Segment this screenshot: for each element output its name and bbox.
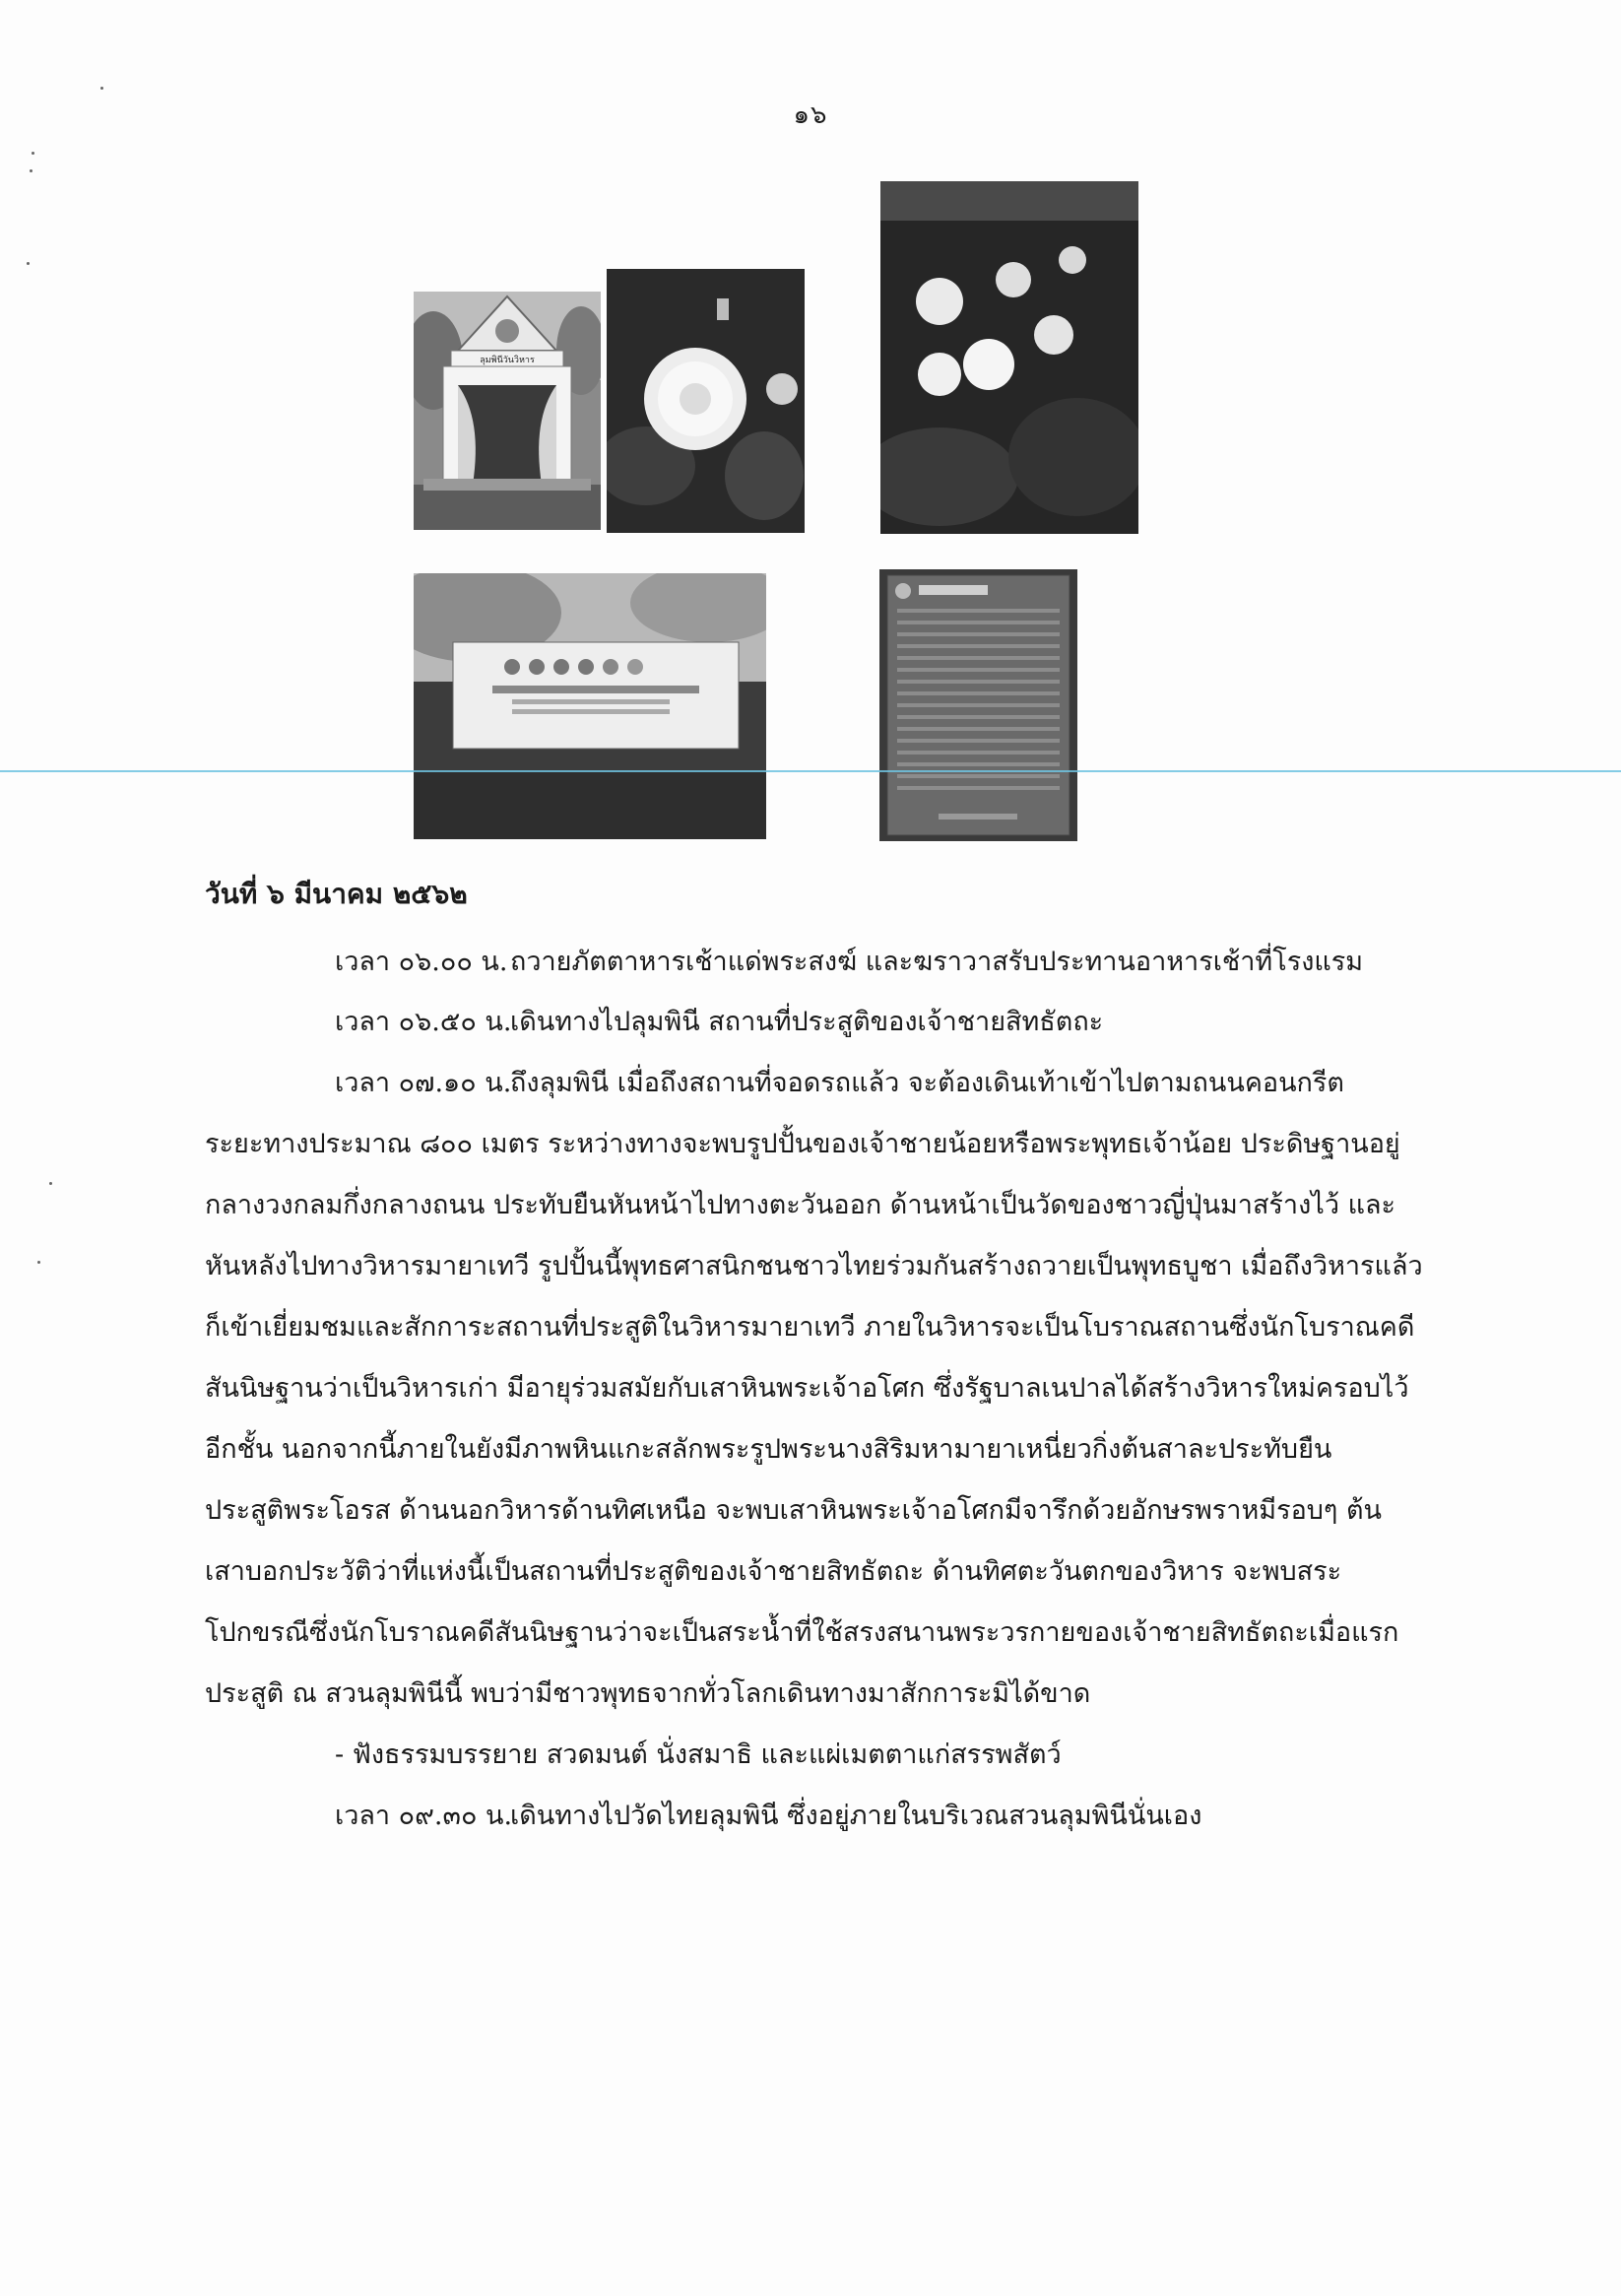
gate-signboard-text: ลุมพินีวันวิหาร: [480, 356, 535, 365]
date-heading: วันที่ ๖ มีนาคม ๒๕๖๒: [205, 878, 468, 910]
schedule-time: เวลา ๐๖.๕๐ น.: [335, 1007, 512, 1037]
schedule-entry: [335, 1009, 1103, 1035]
scan-speck: [100, 87, 103, 90]
schedule-time: เวลา ๐๖.๐๐ น.: [335, 947, 508, 977]
lumbini-signboard-photo: [414, 573, 766, 839]
signboard-illustration: [414, 573, 766, 839]
temple-gate-illustration: [414, 292, 601, 530]
garden-illustration: [880, 181, 1138, 534]
schedule-time: เวลา ๐๙.๓๐ น.: [335, 1801, 513, 1831]
temple-gate-photo: [414, 292, 601, 530]
schedule-text: เดินทางไปวัดไทยลุมพินี ซึ่งอยู่ภายในบริเวณสวนลุมพินีนั่นเอง: [510, 1801, 1202, 1831]
paragraph-line: สันนิษฐานว่าเป็นวิหารเก่า มีอายุร่วมสมัยกับเสาหินพระเจ้าอโศก ซึ่งรัฐบาลเนปาลได้สร้างวิหารใหม่ครอบไว้: [205, 1373, 1409, 1404]
scan-artifact-line: [0, 770, 1621, 772]
schedule-text: ถึงลุมพินี เมื่อถึงสถานที่จอดรถแล้ว จะต้องเดินเท้าเข้าไปตามถนนคอนกรีต: [510, 1068, 1344, 1098]
paragraph-line: ประสูติ ณ สวนลุมพินีนี้ พบว่ามีชาวพุทธจากทั่วโลกเดินทางมาสักการะมิได้ขาด: [205, 1678, 1091, 1709]
paragraph-line: โปกขรณีซึ่งนักโบราณคดีสันนิษฐานว่าจะเป็นสระน้ำที่ใช้สรงสนานพระวรกายของเจ้าชายสิทธัตถะเมื่อแรก: [205, 1617, 1399, 1648]
schedule-text: เดินทางไปลุมพินี สถานที่ประสูติของเจ้าชายสิทธัตถะ: [510, 1007, 1104, 1037]
schedule-entry: [335, 949, 1363, 975]
schedule-entry: [335, 1070, 1344, 1096]
scan-speck: [32, 152, 34, 155]
scan-speck: [27, 262, 30, 265]
bullet-item: - ฟังธรรมบรรยาย สวดมนต์ นั่งสมาธิ และแผ่เมตตาแก่สรรพสัตว์: [335, 1739, 1062, 1770]
schedule-text: ถวายภัตตาหารเช้าแด่พระสงฆ์ และฆราวาสรับประทานอาหารเช้าที่โรงแรม: [510, 947, 1364, 977]
page-number: ๑๖: [793, 100, 828, 130]
white-dahlia-photo: [607, 269, 805, 533]
paragraph-line: ก็เข้าเยี่ยมชมและสักการะสถานที่ประสูติในวิหารมายาเทวี ภายในวิหารจะเป็นโบราณสถานซึ่งนักโบราณคดี: [205, 1312, 1415, 1343]
schedule-time: เวลา ๐๗.๑๐ น.: [335, 1068, 512, 1098]
paragraph-line: อีกชั้น นอกจากนี้ภายในยังมีภาพหินแกะสลักพระรูปพระนางสิริมหามายาเหนี่ยวกิ่งต้นสาละประทับยืน: [205, 1434, 1332, 1465]
scan-speck: [37, 1261, 40, 1264]
dahlia-garden-photo: [880, 181, 1138, 534]
scan-speck: [30, 169, 32, 172]
paragraph-line: ประสูติพระโอรส ด้านนอกวิหารด้านทิศเหนือ จะพบเสาหินพระเจ้าอโศกมีจารึกด้วยอักษรพราหมีรอบๆ ต้น: [205, 1495, 1383, 1526]
inscription-illustration: [879, 569, 1077, 841]
schedule-entry: [335, 1803, 1201, 1829]
paragraph-line: หันหลังไปทางวิหารมายาเทวี รูปปั้นนี้พุทธศาสนิกชนชาวไทยร่วมกันสร้างถวายเป็นพุทธบูชา เมื่อถึงวิหารแล้ว: [205, 1251, 1423, 1281]
scan-speck: [49, 1182, 52, 1185]
dahlia-illustration: [607, 269, 805, 533]
paragraph-line: กลางวงกลมกึ่งกลางถนน ประทับยืนหันหน้าไปทางตะวันออก ด้านหน้าเป็นวัดของชาวญี่ปุ่นมาสร้างไว้ และ: [205, 1190, 1396, 1220]
inscription-board-photo: [879, 569, 1077, 841]
paragraph-line: เสาบอกประวัติว่าที่แห่งนี้เป็นสถานที่ประสูติของเจ้าชายสิทธัตถะ ด้านทิศตะวันตกของวิหาร จะพบสระ: [205, 1556, 1342, 1587]
paragraph-line: ระยะทางประมาณ ๘๐๐ เมตร ระหว่างทางจะพบรูปปั้นของเจ้าชายน้อยหรือพระพุทธเจ้าน้อย ประดิษฐานอยู่: [205, 1129, 1400, 1159]
